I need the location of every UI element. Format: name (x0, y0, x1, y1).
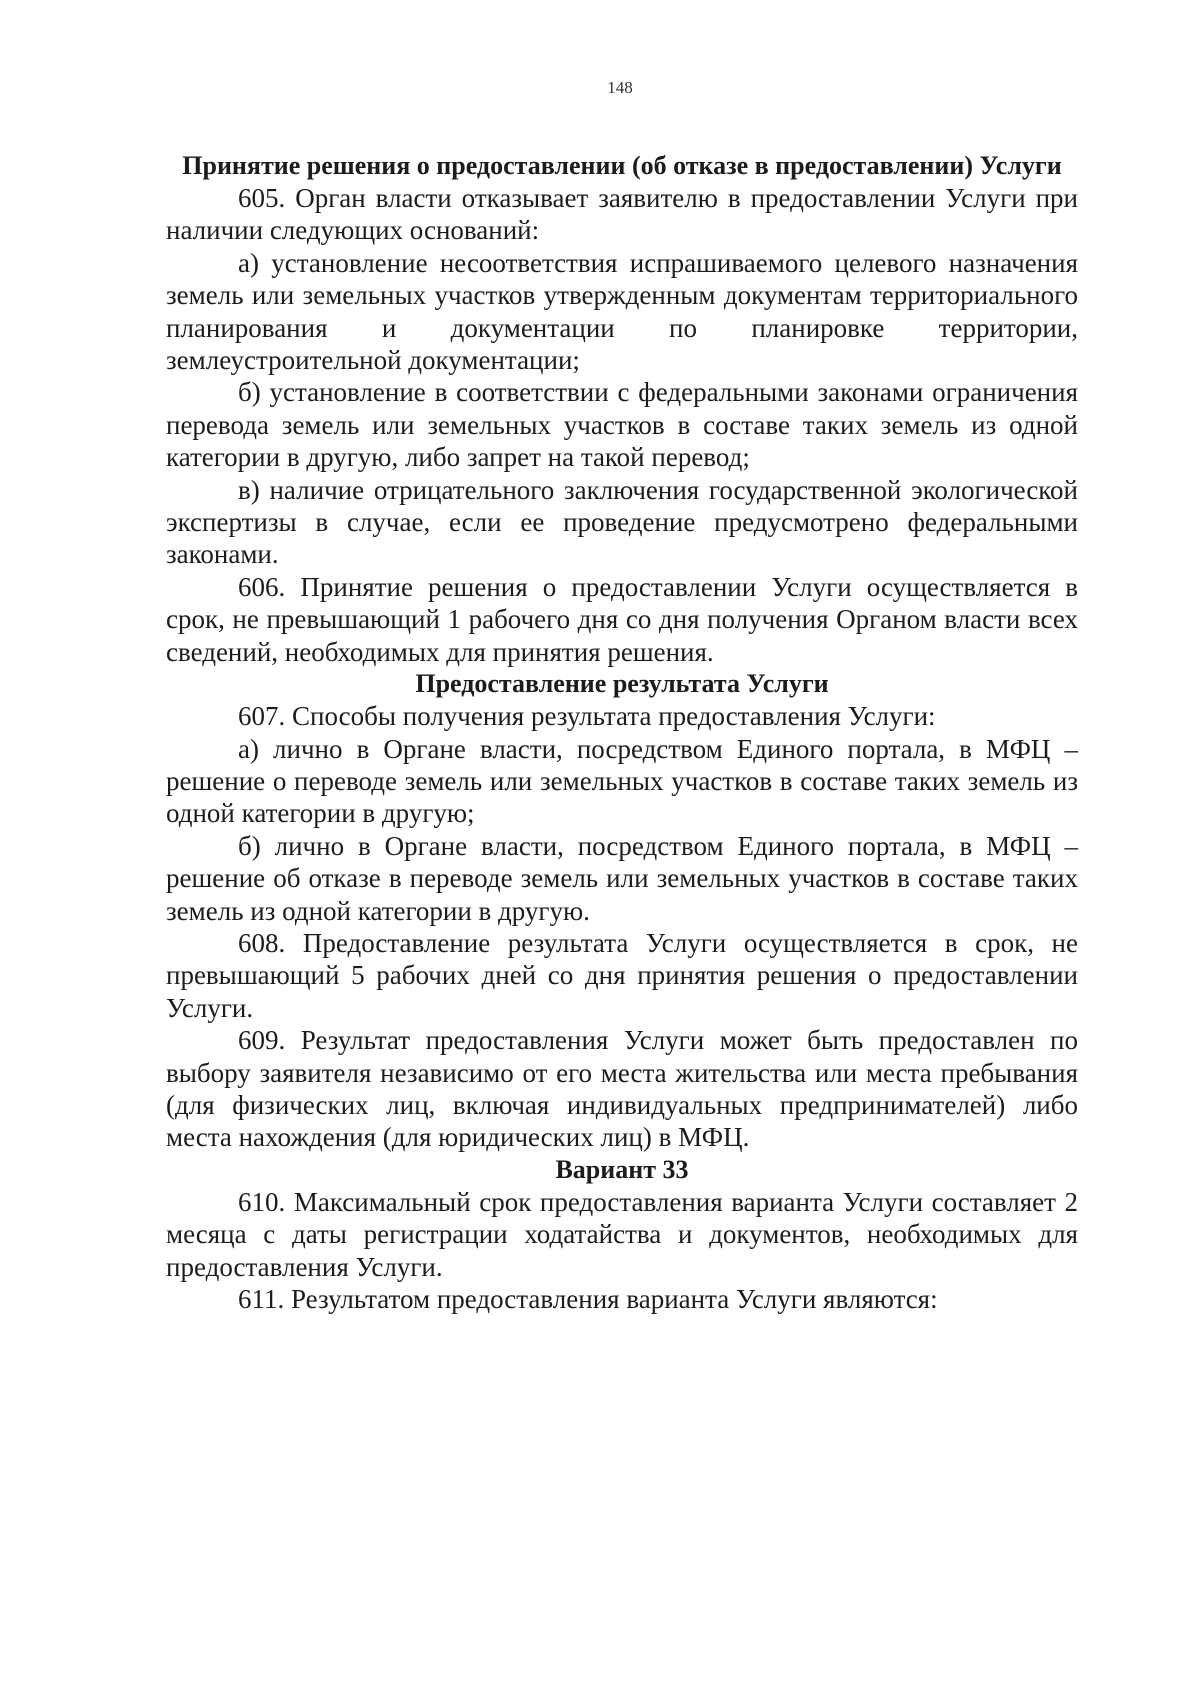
section-heading-result: Предоставление результата Услуги (415, 669, 829, 699)
paragraph-608: 608. Предоставление результата Услуги осуществляется в срок, не превышающий 5 рабочих дней со дня принятия решения о предоставлении Услуги. (166, 927, 1078, 1023)
document-body (166, 150, 1078, 1315)
paragraph-605: 605. Орган власти отказывает заявителю в предоставлении Услуги при наличии следующих оснований: (166, 183, 1078, 246)
paragraph-607-a: а) лично в Органе власти, посредством Единого портала, в МФЦ – решение о переводе земель или земельных участков в составе таких земель из одной категории в другую; (166, 733, 1078, 829)
paragraph-610: 610. Максимальный срок предоставления варианта Услуги составляет 2 месяца с даты регистрации ходатайства и документов, необходимых для предоставления Услуги. (166, 1186, 1078, 1282)
paragraph-611: 611. Результатом предоставления варианта Услуги являются: (238, 1284, 938, 1314)
paragraph-605-a: а) установление несоответствия испрашиваемого целевого назначения земель или земельных участков утвержденным документам территориального планирования и документации по планировке территории, землеустроительной документации; (166, 247, 1078, 376)
section-heading-variant-33: Вариант 33 (555, 1154, 689, 1184)
paragraph-606: 606. Принятие решения о предоставлении Услуги осуществляется в срок, не превышающий 1 рабочего дня со дня получения Органом власти всех сведений, необходимых для принятия решения. (166, 571, 1078, 667)
paragraph-607-b: б) лично в Органе власти, посредством Единого портала, в МФЦ – решение об отказе в переводе земель или земельных участков в составе таких земель из одной категории в другую. (166, 830, 1078, 926)
paragraph-609: 609. Результат предоставления Услуги может быть предоставлен по выбору заявителя независимо от его места жительства или места пребывания (для физических лиц, включая индивидуальных предпринимателей) либо места нахождения (для юридических лиц) в МФЦ. (166, 1025, 1078, 1153)
section-heading-decision: Принятие решения о предоставлении (об отказе в предоставлении) Услуги (182, 151, 1062, 180)
paragraph-607: 607. Способы получения результата предоставления Услуги: (238, 701, 936, 732)
paragraph-605-b: б) установление в соответствии с федеральными законами ограничения перевода земель или земельных участков в составе таких земель из одной категории в другую, либо запрет на такой перевод; (166, 377, 1078, 473)
paragraph-605-c: в) наличие отрицательного заключения государственной экологической экспертизы в случае, если ее проведение предусмотрено федеральными законами. (166, 474, 1078, 570)
page-number: 148 (607, 78, 633, 97)
